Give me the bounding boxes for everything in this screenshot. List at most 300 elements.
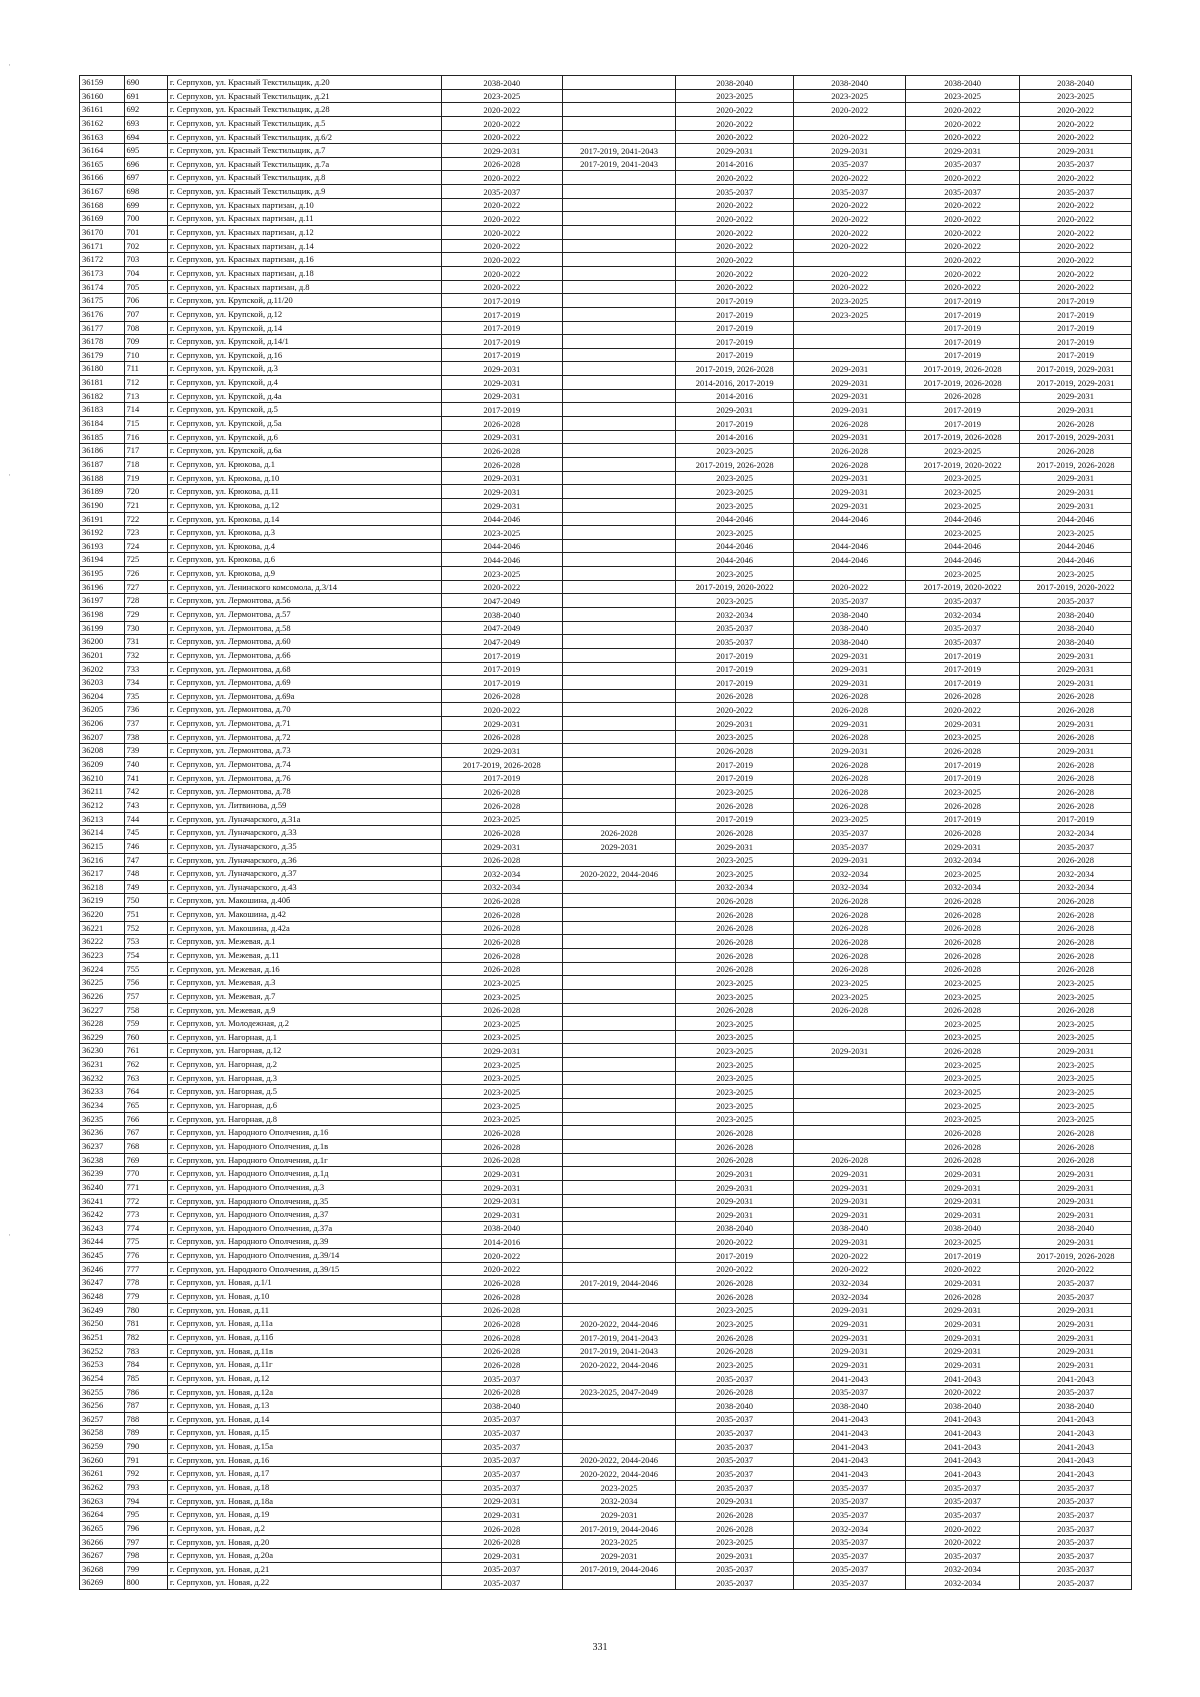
address-cell: г. Серпухов, ул. Красных партизан, д.16 xyxy=(167,253,441,267)
item-number-cell: 697 xyxy=(124,171,167,185)
period-1-cell: 2026-2028 xyxy=(441,1330,563,1344)
period-2-cell xyxy=(563,294,676,308)
period-3-cell: 2023-2025 xyxy=(675,1071,793,1085)
period-5-cell: 2026-2028 xyxy=(906,1290,1020,1304)
address-cell: г. Серпухов, ул. Лермонтова, д.71 xyxy=(167,717,441,731)
period-4-cell xyxy=(794,526,906,540)
period-3-cell: 2017-2019 xyxy=(675,307,793,321)
period-6-cell: 2026-2028 xyxy=(1020,949,1132,963)
period-3-cell: 2023-2025 xyxy=(675,471,793,485)
period-5-cell: 2017-2019, 2020-2022 xyxy=(906,457,1020,471)
period-5-cell: 2029-2031 xyxy=(906,1317,1020,1331)
record-id-cell: 36259 xyxy=(80,1440,125,1454)
address-cell: г. Серпухов, ул. Красный Текстильщик, д.5 xyxy=(167,116,441,130)
period-5-cell: 2023-2025 xyxy=(906,989,1020,1003)
period-5-cell: 2020-2022 xyxy=(906,226,1020,240)
item-number-cell: 713 xyxy=(124,389,167,403)
period-6-cell: 2026-2028 xyxy=(1020,962,1132,976)
address-cell: г. Серпухов, ул. Красный Текстильщик, д.8 xyxy=(167,171,441,185)
period-6-cell: 2029-2031 xyxy=(1020,485,1132,499)
period-6-cell: 2035-2037 xyxy=(1020,1576,1132,1590)
item-number-cell: 711 xyxy=(124,362,167,376)
record-id-cell: 36258 xyxy=(80,1426,125,1440)
record-id-cell: 36181 xyxy=(80,376,125,390)
period-6-cell: 2029-2031 xyxy=(1020,1167,1132,1181)
table-row xyxy=(80,1426,1132,1440)
item-number-cell: 758 xyxy=(124,1003,167,1017)
record-id-cell: 36165 xyxy=(80,157,125,171)
record-id-cell: 36237 xyxy=(80,1139,125,1153)
period-3-cell: 2017-2019 xyxy=(675,662,793,676)
period-4-cell xyxy=(794,1030,906,1044)
address-cell: г. Серпухов, ул. Новая, д.20а xyxy=(167,1549,441,1563)
period-6-cell: 2026-2028 xyxy=(1020,1139,1132,1153)
record-id-cell: 36200 xyxy=(80,635,125,649)
item-number-cell: 702 xyxy=(124,239,167,253)
table-row xyxy=(80,239,1132,253)
record-id-cell: 36174 xyxy=(80,280,125,294)
item-number-cell: 774 xyxy=(124,1221,167,1235)
period-5-cell: 2026-2028 xyxy=(906,798,1020,812)
table-row xyxy=(80,621,1132,635)
period-3-cell: 2020-2022 xyxy=(675,253,793,267)
period-5-cell: 2026-2028 xyxy=(906,744,1020,758)
period-3-cell: 2023-2025 xyxy=(675,498,793,512)
period-5-cell: 2026-2028 xyxy=(906,1126,1020,1140)
period-5-cell: 2044-2046 xyxy=(906,553,1020,567)
period-3-cell: 2023-2025 xyxy=(675,730,793,744)
period-6-cell: 2023-2025 xyxy=(1020,1017,1132,1031)
address-cell: г. Серпухов, ул. Молодежная, д.2 xyxy=(167,1017,441,1031)
period-3-cell: 2035-2037 xyxy=(675,621,793,635)
record-id-cell: 36263 xyxy=(80,1494,125,1508)
table-row xyxy=(80,1030,1132,1044)
period-1-cell: 2023-2025 xyxy=(441,1058,563,1072)
period-1-cell: 2029-2031 xyxy=(441,471,563,485)
period-3-cell: 2026-2028 xyxy=(675,908,793,922)
period-5-cell: 2029-2031 xyxy=(906,1276,1020,1290)
period-1-cell: 2023-2025 xyxy=(441,1099,563,1113)
period-1-cell: 2029-2031 xyxy=(441,1044,563,1058)
item-number-cell: 786 xyxy=(124,1385,167,1399)
item-number-cell: 787 xyxy=(124,1399,167,1413)
table-row xyxy=(80,1576,1132,1590)
period-4-cell: 2026-2028 xyxy=(794,962,906,976)
period-2-cell xyxy=(563,130,676,144)
period-4-cell: 2020-2022 xyxy=(794,130,906,144)
address-cell: г. Серпухов, ул. Луначарского, д.35 xyxy=(167,839,441,853)
period-5-cell: 2017-2019 xyxy=(906,676,1020,690)
item-number-cell: 710 xyxy=(124,348,167,362)
address-cell: г. Серпухов, ул. Луначарского, д.43 xyxy=(167,880,441,894)
record-id-cell: 36266 xyxy=(80,1535,125,1549)
item-number-cell: 715 xyxy=(124,417,167,431)
period-6-cell: 2020-2022 xyxy=(1020,253,1132,267)
period-3-cell: 2029-2031 xyxy=(675,144,793,158)
period-6-cell: 2029-2031 xyxy=(1020,676,1132,690)
period-6-cell: 2029-2031 xyxy=(1020,1344,1132,1358)
period-3-cell: 2029-2031 xyxy=(675,1549,793,1563)
period-1-cell: 2023-2025 xyxy=(441,567,563,581)
period-4-cell: 2020-2022 xyxy=(794,580,906,594)
period-2-cell xyxy=(563,1303,676,1317)
table-row xyxy=(80,744,1132,758)
record-id-cell: 36260 xyxy=(80,1453,125,1467)
address-cell: г. Серпухов, ул. Новая, д.12 xyxy=(167,1371,441,1385)
address-cell: г. Серпухов, ул. Красных партизан, д.12 xyxy=(167,226,441,240)
period-4-cell: 2041-2043 xyxy=(794,1453,906,1467)
address-cell: г. Серпухов, ул. Крюкова, д.9 xyxy=(167,567,441,581)
item-number-cell: 792 xyxy=(124,1467,167,1481)
table-row xyxy=(80,116,1132,130)
period-1-cell: 2014-2016 xyxy=(441,1235,563,1249)
record-id-cell: 36166 xyxy=(80,171,125,185)
table-row xyxy=(80,1317,1132,1331)
period-6-cell: 2026-2028 xyxy=(1020,689,1132,703)
address-cell: г. Серпухов, ул. Народного Ополчения, д.39 xyxy=(167,1235,441,1249)
period-4-cell: 2020-2022 xyxy=(794,103,906,117)
table-row xyxy=(80,307,1132,321)
address-cell: г. Серпухов, ул. Макошина, д.42 xyxy=(167,908,441,922)
address-cell: г. Серпухов, ул. Крупской, д.6а xyxy=(167,444,441,458)
period-6-cell: 2023-2025 xyxy=(1020,567,1132,581)
table-row xyxy=(80,1017,1132,1031)
item-number-cell: 704 xyxy=(124,266,167,280)
record-id-cell: 36208 xyxy=(80,744,125,758)
table-row xyxy=(80,1290,1132,1304)
period-3-cell: 2017-2019 xyxy=(675,758,793,772)
period-1-cell: 2026-2028 xyxy=(441,1385,563,1399)
period-1-cell: 2029-2031 xyxy=(441,362,563,376)
period-6-cell: 2017-2019 xyxy=(1020,348,1132,362)
table-row xyxy=(80,1071,1132,1085)
period-6-cell: 2029-2031 xyxy=(1020,662,1132,676)
period-1-cell: 2035-2037 xyxy=(441,1371,563,1385)
period-4-cell: 2026-2028 xyxy=(794,457,906,471)
period-1-cell: 2023-2025 xyxy=(441,1071,563,1085)
period-3-cell: 2017-2019 xyxy=(675,676,793,690)
address-cell: г. Серпухов, ул. Народного Ополчения, д.39/14 xyxy=(167,1249,441,1263)
period-2-cell: 2017-2019, 2044-2046 xyxy=(563,1562,676,1576)
record-id-cell: 36170 xyxy=(80,226,125,240)
period-1-cell: 2020-2022 xyxy=(441,116,563,130)
item-number-cell: 745 xyxy=(124,826,167,840)
period-6-cell: 2023-2025 xyxy=(1020,89,1132,103)
item-number-cell: 763 xyxy=(124,1071,167,1085)
period-6-cell: 2041-2043 xyxy=(1020,1371,1132,1385)
table-row xyxy=(80,1112,1132,1126)
period-5-cell: 2023-2025 xyxy=(906,1099,1020,1113)
item-number-cell: 740 xyxy=(124,758,167,772)
table-row xyxy=(80,294,1132,308)
period-5-cell: 2023-2025 xyxy=(906,1017,1020,1031)
period-2-cell xyxy=(563,1399,676,1413)
address-cell: г. Серпухов, ул. Крупской, д.6 xyxy=(167,430,441,444)
period-5-cell: 2032-2034 xyxy=(906,1576,1020,1590)
record-id-cell: 36177 xyxy=(80,321,125,335)
period-4-cell: 2032-2034 xyxy=(794,1276,906,1290)
address-cell: г. Серпухов, ул. Лермонтова, д.72 xyxy=(167,730,441,744)
item-number-cell: 716 xyxy=(124,430,167,444)
period-3-cell: 2017-2019, 2020-2022 xyxy=(675,580,793,594)
period-2-cell xyxy=(563,621,676,635)
address-cell: г. Серпухов, ул. Нагорная, д.6 xyxy=(167,1099,441,1113)
address-cell: г. Серпухов, ул. Крупской, д.14/1 xyxy=(167,335,441,349)
period-3-cell: 2026-2028 xyxy=(675,1385,793,1399)
period-1-cell: 2026-2028 xyxy=(441,962,563,976)
period-6-cell: 2035-2037 xyxy=(1020,1549,1132,1563)
period-5-cell: 2020-2022 xyxy=(906,103,1020,117)
period-3-cell: 2035-2037 xyxy=(675,635,793,649)
period-2-cell xyxy=(563,185,676,199)
period-6-cell: 2020-2022 xyxy=(1020,226,1132,240)
item-number-cell: 748 xyxy=(124,867,167,881)
period-5-cell: 2032-2034 xyxy=(906,1562,1020,1576)
record-id-cell: 36220 xyxy=(80,908,125,922)
item-number-cell: 765 xyxy=(124,1099,167,1113)
address-cell: г. Серпухов, ул. Нагорная, д.3 xyxy=(167,1071,441,1085)
period-1-cell: 2026-2028 xyxy=(441,1303,563,1317)
period-1-cell: 2035-2037 xyxy=(441,1562,563,1576)
period-6-cell: 2026-2028 xyxy=(1020,771,1132,785)
period-1-cell: 2020-2022 xyxy=(441,130,563,144)
period-3-cell: 2020-2022 xyxy=(675,103,793,117)
period-5-cell: 2020-2022 xyxy=(906,703,1020,717)
period-5-cell: 2029-2031 xyxy=(906,1303,1020,1317)
period-2-cell: 2029-2031 xyxy=(563,1549,676,1563)
item-number-cell: 775 xyxy=(124,1235,167,1249)
record-id-cell: 36251 xyxy=(80,1330,125,1344)
period-4-cell: 2029-2031 xyxy=(794,430,906,444)
period-1-cell: 2029-2031 xyxy=(441,839,563,853)
item-number-cell: 727 xyxy=(124,580,167,594)
item-number-cell: 793 xyxy=(124,1480,167,1494)
period-3-cell: 2029-2031 xyxy=(675,1167,793,1181)
period-1-cell: 2026-2028 xyxy=(441,894,563,908)
period-5-cell: 2041-2043 xyxy=(906,1426,1020,1440)
record-id-cell: 36239 xyxy=(80,1167,125,1181)
period-1-cell: 2029-2031 xyxy=(441,485,563,499)
period-1-cell: 2029-2031 xyxy=(441,389,563,403)
record-id-cell: 36188 xyxy=(80,471,125,485)
item-number-cell: 771 xyxy=(124,1180,167,1194)
record-id-cell: 36268 xyxy=(80,1562,125,1576)
period-3-cell: 2014-2016 xyxy=(675,157,793,171)
period-6-cell: 2023-2025 xyxy=(1020,1030,1132,1044)
period-1-cell: 2020-2022 xyxy=(441,103,563,117)
period-3-cell: 2020-2022 xyxy=(675,266,793,280)
period-2-cell xyxy=(563,949,676,963)
table-row xyxy=(80,76,1132,90)
period-1-cell: 2020-2022 xyxy=(441,1262,563,1276)
address-cell: г. Серпухов, ул. Красный Текстильщик, д.9 xyxy=(167,185,441,199)
item-number-cell: 796 xyxy=(124,1521,167,1535)
address-cell: г. Серпухов, ул. Новая, д.15 xyxy=(167,1426,441,1440)
address-cell: г. Серпухов, ул. Новая, д.11г xyxy=(167,1358,441,1372)
record-id-cell: 36236 xyxy=(80,1126,125,1140)
item-number-cell: 734 xyxy=(124,676,167,690)
record-id-cell: 36201 xyxy=(80,648,125,662)
period-1-cell: 2017-2019, 2026-2028 xyxy=(441,758,563,772)
period-4-cell: 2038-2040 xyxy=(794,621,906,635)
period-5-cell: 2026-2028 xyxy=(906,949,1020,963)
period-1-cell: 2029-2031 xyxy=(441,1167,563,1181)
record-id-cell: 36252 xyxy=(80,1344,125,1358)
scan-artifact: · xyxy=(8,1230,11,1240)
period-4-cell: 2023-2025 xyxy=(794,812,906,826)
period-5-cell: 2035-2037 xyxy=(906,621,1020,635)
period-3-cell: 2038-2040 xyxy=(675,76,793,90)
period-5-cell: 2044-2046 xyxy=(906,512,1020,526)
address-cell: г. Серпухов, ул. Луначарского, д.37 xyxy=(167,867,441,881)
table-row xyxy=(80,1003,1132,1017)
record-id-cell: 36190 xyxy=(80,498,125,512)
record-id-cell: 36249 xyxy=(80,1303,125,1317)
period-6-cell: 2041-2043 xyxy=(1020,1412,1132,1426)
period-6-cell: 2041-2043 xyxy=(1020,1440,1132,1454)
table-row xyxy=(80,444,1132,458)
address-cell: г. Серпухов, ул. Межевая, д.9 xyxy=(167,1003,441,1017)
period-2-cell xyxy=(563,1017,676,1031)
period-3-cell: 2026-2028 xyxy=(675,949,793,963)
table-row xyxy=(80,485,1132,499)
period-2-cell xyxy=(563,348,676,362)
period-2-cell: 2020-2022, 2044-2046 xyxy=(563,1317,676,1331)
period-2-cell xyxy=(563,526,676,540)
period-6-cell: 2035-2037 xyxy=(1020,1521,1132,1535)
item-number-cell: 724 xyxy=(124,539,167,553)
period-2-cell xyxy=(563,567,676,581)
period-2-cell xyxy=(563,744,676,758)
period-2-cell xyxy=(563,758,676,772)
period-4-cell: 2044-2046 xyxy=(794,512,906,526)
table-row xyxy=(80,212,1132,226)
period-6-cell: 2020-2022 xyxy=(1020,280,1132,294)
period-5-cell: 2035-2037 xyxy=(906,1494,1020,1508)
address-cell: г. Серпухов, ул. Лермонтова, д.69 xyxy=(167,676,441,690)
period-5-cell: 2032-2034 xyxy=(906,607,1020,621)
item-number-cell: 791 xyxy=(124,1453,167,1467)
period-1-cell: 2023-2025 xyxy=(441,1112,563,1126)
period-4-cell: 2026-2028 xyxy=(794,758,906,772)
period-3-cell: 2032-2034 xyxy=(675,607,793,621)
period-4-cell: 2035-2037 xyxy=(794,1562,906,1576)
period-2-cell xyxy=(563,908,676,922)
period-1-cell: 2023-2025 xyxy=(441,89,563,103)
period-5-cell: 2020-2022 xyxy=(906,1385,1020,1399)
period-3-cell: 2023-2025 xyxy=(675,567,793,581)
period-5-cell: 2041-2043 xyxy=(906,1412,1020,1426)
period-4-cell: 2038-2040 xyxy=(794,635,906,649)
item-number-cell: 720 xyxy=(124,485,167,499)
table-row xyxy=(80,130,1132,144)
address-cell: г. Серпухов, ул. Крюкова, д.3 xyxy=(167,526,441,540)
period-4-cell: 2029-2031 xyxy=(794,1303,906,1317)
period-6-cell: 2020-2022 xyxy=(1020,266,1132,280)
period-4-cell: 2023-2025 xyxy=(794,307,906,321)
item-number-cell: 717 xyxy=(124,444,167,458)
period-3-cell: 2023-2025 xyxy=(675,1303,793,1317)
period-4-cell: 2029-2031 xyxy=(794,1167,906,1181)
record-id-cell: 36219 xyxy=(80,894,125,908)
item-number-cell: 749 xyxy=(124,880,167,894)
period-4-cell: 2020-2022 xyxy=(794,280,906,294)
period-1-cell: 2029-2031 xyxy=(441,1494,563,1508)
period-5-cell: 2041-2043 xyxy=(906,1371,1020,1385)
record-id-cell: 36221 xyxy=(80,921,125,935)
period-5-cell: 2035-2037 xyxy=(906,594,1020,608)
period-6-cell: 2023-2025 xyxy=(1020,989,1132,1003)
period-3-cell: 2026-2028 xyxy=(675,744,793,758)
period-4-cell: 2032-2034 xyxy=(794,1521,906,1535)
period-2-cell xyxy=(563,771,676,785)
period-1-cell: 2026-2028 xyxy=(441,935,563,949)
item-number-cell: 783 xyxy=(124,1344,167,1358)
period-6-cell: 2017-2019, 2026-2028 xyxy=(1020,457,1132,471)
period-1-cell: 2023-2025 xyxy=(441,989,563,1003)
item-number-cell: 744 xyxy=(124,812,167,826)
table-row xyxy=(80,348,1132,362)
address-cell: г. Серпухов, ул. Нагорная, д.5 xyxy=(167,1085,441,1099)
period-6-cell: 2041-2043 xyxy=(1020,1426,1132,1440)
period-6-cell: 2026-2028 xyxy=(1020,1126,1132,1140)
table-row xyxy=(80,539,1132,553)
period-3-cell: 2023-2025 xyxy=(675,1044,793,1058)
period-1-cell: 2017-2019 xyxy=(441,321,563,335)
period-6-cell: 2035-2037 xyxy=(1020,1562,1132,1576)
period-3-cell: 2029-2031 xyxy=(675,403,793,417)
item-number-cell: 739 xyxy=(124,744,167,758)
table-row xyxy=(80,1521,1132,1535)
period-6-cell: 2023-2025 xyxy=(1020,1071,1132,1085)
table-row xyxy=(80,1085,1132,1099)
period-1-cell: 2026-2028 xyxy=(441,417,563,431)
period-3-cell: 2035-2037 xyxy=(675,1426,793,1440)
period-5-cell: 2023-2025 xyxy=(906,444,1020,458)
item-number-cell: 769 xyxy=(124,1153,167,1167)
period-2-cell xyxy=(563,539,676,553)
period-2-cell xyxy=(563,894,676,908)
period-6-cell: 2026-2028 xyxy=(1020,730,1132,744)
period-5-cell: 2017-2019 xyxy=(906,307,1020,321)
address-cell: г. Серпухов, ул. Новая, д.11 xyxy=(167,1303,441,1317)
record-id-cell: 36233 xyxy=(80,1085,125,1099)
table-row xyxy=(80,826,1132,840)
table-row xyxy=(80,730,1132,744)
period-4-cell xyxy=(794,253,906,267)
period-2-cell xyxy=(563,76,676,90)
period-4-cell: 2023-2025 xyxy=(794,89,906,103)
period-2-cell xyxy=(563,171,676,185)
address-cell: г. Серпухов, ул. Лермонтова, д.56 xyxy=(167,594,441,608)
address-cell: г. Серпухов, ул. Новая, д.22 xyxy=(167,1576,441,1590)
period-2-cell xyxy=(563,389,676,403)
period-6-cell: 2026-2028 xyxy=(1020,1003,1132,1017)
period-1-cell: 2020-2022 xyxy=(441,171,563,185)
period-4-cell: 2035-2037 xyxy=(794,1549,906,1563)
period-3-cell: 2020-2022 xyxy=(675,1235,793,1249)
period-6-cell: 2020-2022 xyxy=(1020,171,1132,185)
period-2-cell xyxy=(563,457,676,471)
table-row xyxy=(80,1044,1132,1058)
period-1-cell: 2023-2025 xyxy=(441,1085,563,1099)
record-id-cell: 36196 xyxy=(80,580,125,594)
period-1-cell: 2020-2022 xyxy=(441,226,563,240)
period-2-cell xyxy=(563,812,676,826)
period-6-cell: 2029-2031 xyxy=(1020,1303,1132,1317)
period-1-cell: 2023-2025 xyxy=(441,976,563,990)
period-6-cell: 2041-2043 xyxy=(1020,1453,1132,1467)
